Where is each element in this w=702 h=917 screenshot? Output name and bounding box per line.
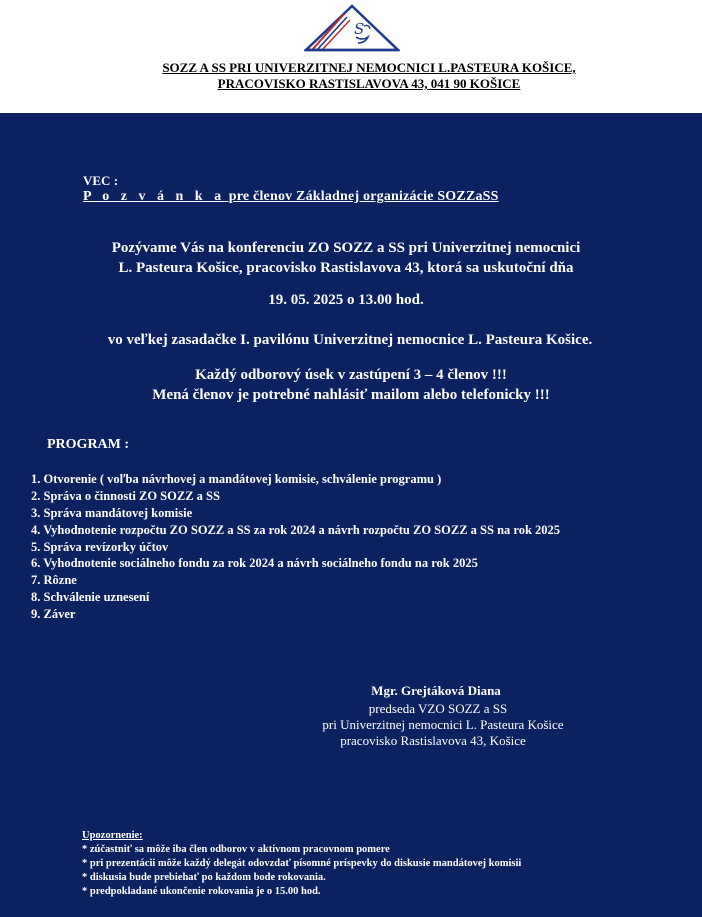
signatory-role: predseda VZO SOZZ a SS [368, 701, 508, 716]
signatory-affiliation: pri Univerzitnej nemocnici L. Pasteura Košice [322, 717, 564, 732]
signatory-address: pracovisko Rastislavova 43, Košice [340, 733, 526, 748]
svg-text:S: S [354, 20, 365, 38]
notice-title: Upozornenie: [82, 830, 143, 841]
invite-line-2: L. Pasteura Košice, pracovisko Rastislavova 43, ktorá sa uskutoční dňa [118, 260, 574, 276]
program-title: PROGRAM : [47, 437, 130, 452]
notice-line: * diskusia bude prebiehať po každom bode rokovania. [82, 872, 326, 883]
program-item: 7. Rôzne [31, 573, 77, 588]
program-item: 8. Schválenie uznesení [31, 590, 150, 605]
conference-place: vo veľkej zasadačke I. pavilónu Univerzitnej nemocnice L. Pasteura Košice. [107, 332, 593, 348]
organization-address: PRACOVISKO RASTISLAVOVA 43, 041 90 KOŠICE [217, 76, 521, 91]
notice-line: * zúčastniť sa môže iba člen odborov v aktívnom pracovnom pomere [82, 844, 390, 855]
conference-date: 19. 05. 2025 o 13.00 hod. [268, 292, 424, 308]
subject-line [83, 189, 499, 205]
subject-rest: pre členov Základnej organizácie SOZZaSS [225, 189, 499, 204]
invite-line-1: Pozývame Vás na konferenciu ZO SOZZ a SS pri Univerzitnej nemocnici [111, 240, 581, 256]
organization-name: SOZZ A SS PRI UNIVERZITNEJ NEMOCNICI L.PASTEURA KOŠICE, [162, 60, 576, 75]
attendance-note-2: Mená členov je potrebné nahlásiť mailom alebo telefonicky !!! [152, 387, 550, 403]
attendance-note-1: Každý odborový úsek v zastúpení 3 – 4 členov !!! [195, 367, 507, 383]
subject-invitation-word: P o z v á n k a [83, 189, 226, 204]
subject-label: VEC : [83, 173, 119, 188]
program-item: 1. Otvorenie ( voľba návrhovej a mandátovej komisie, schválenie programu ) [31, 472, 442, 486]
program-item: 9. Záver [31, 607, 76, 622]
program-list [31, 471, 560, 623]
program-item: 5. Správa revízorky účtov [31, 539, 169, 554]
notice-line: * predpokladané ukončenie rokovania je o 15.00 hod. [82, 886, 321, 897]
program-item: 6. Vyhodnotenie sociálneho fondu za rok 2024 a návrh sociálneho fondu na rok 2025 [31, 556, 478, 571]
invitation-panel [0, 113, 702, 917]
program-item: 4. Vyhodnotenie rozpočtu ZO SOZZ a SS za rok 2024 a návrh rozpočtu ZO SOZZ a SS na rok 2025 [31, 522, 561, 537]
signatory-name: Mgr. Grejtáková Diana [371, 683, 501, 698]
program-item: 2. Správa o činnosti ZO SOZZ a SS [31, 488, 220, 503]
notice-line: * pri prezentácii môže každý delegát odovzdať písomné príspevky do diskusie mandátovej komisii [82, 858, 522, 869]
letterhead [0, 0, 702, 113]
union-triangle-logo-icon [304, 4, 400, 52]
program-item: 3. Správa mandátovej komisie [31, 505, 193, 520]
